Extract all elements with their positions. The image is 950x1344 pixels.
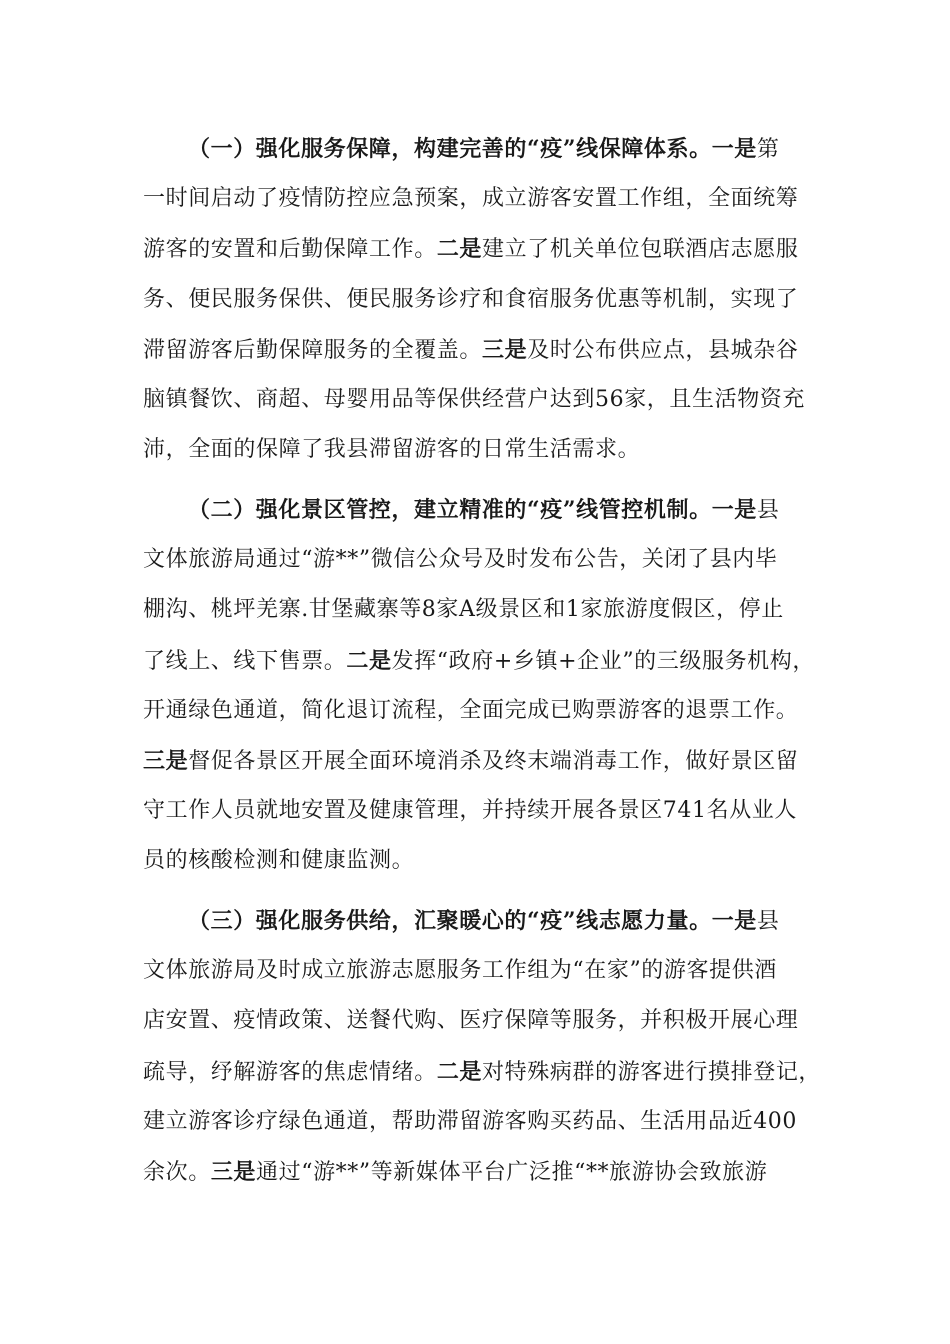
text-run: 疏导，纾解游客的焦虑情绪。 <box>143 1060 437 1085</box>
bold-text-run: 二是 <box>436 236 483 262</box>
text-line <box>143 1107 823 1137</box>
text-line <box>143 385 823 415</box>
text-run: 务、便民服务保供、便民服务诊疗和食宿服务优惠等机制，实现了 <box>143 287 799 312</box>
text-run: 通过“游**”等新媒体平台广泛推“**旅游协会致旅游 <box>256 1160 768 1185</box>
bold-text-run: 二是 <box>346 648 392 674</box>
text-line <box>143 846 823 876</box>
text-run: 了线上、线下售票。 <box>143 649 347 674</box>
bold-text-run: （三）强化服务供给，汇聚暖心的“疫”线志愿力量。一是 <box>188 908 757 934</box>
text-run: 棚沟、桃坪羌寨.甘堡藏寨等8家A级景区和1家旅游度假区，停止 <box>143 597 784 622</box>
text-run: 建立游客诊疗绿色通道，帮助滞留游客购买药品、生活用品近400 <box>143 1109 797 1134</box>
text-line <box>143 435 823 465</box>
text-run: 及时公布供应点，县城杂谷 <box>527 338 799 363</box>
text-line <box>143 595 823 625</box>
text-run: 游客的安置和后勤保障工作。 <box>143 237 437 262</box>
text-line <box>143 234 823 264</box>
text-run: 沛，全面的保障了我县滞留游客的日常生活需求。 <box>143 437 641 462</box>
text-run: 开通绿色通道，简化退订流程，全面完成已购票游客的退票工作。 <box>143 698 799 723</box>
text-line <box>143 285 823 315</box>
text-run: 县 <box>756 909 780 934</box>
bold-text-run: 二是 <box>436 1059 483 1085</box>
text-line <box>188 906 823 936</box>
text-run: 员的核酸检测和健康监测。 <box>143 848 415 873</box>
bold-text-run: 三是 <box>210 1159 257 1185</box>
text-run: 文体旅游局及时成立旅游志愿服务工作组为“在家”的游客提供酒 <box>143 958 777 983</box>
text-run: 余次。 <box>143 1160 211 1185</box>
text-line <box>143 956 823 986</box>
text-run: 一时间启动了疫情防控应急预案，成立游客安置工作组，全面统筹 <box>143 186 799 211</box>
bold-text-run: 三是 <box>143 748 189 774</box>
text-line <box>143 1057 823 1087</box>
text-line <box>143 746 823 776</box>
text-line <box>143 696 823 726</box>
text-run: 店安置、疫情政策、送餐代购、医疗保障等服务，并积极开展心理 <box>143 1008 799 1033</box>
text-run: 督促各景区开展全面环境消杀及终末端消毒工作，做好景区留 <box>188 749 799 774</box>
text-line <box>188 134 823 164</box>
text-line <box>143 646 823 676</box>
text-line <box>143 335 823 365</box>
text-line <box>143 1006 823 1036</box>
text-run: 脑镇餐饮、商超、母婴用品等保供经营户达到56家，且生活物资充 <box>143 387 805 412</box>
bold-text-run: 三是 <box>482 337 528 363</box>
text-run: 文体旅游局通过“游**”微信公众号及时发布公告，关闭了县内毕 <box>143 547 778 572</box>
text-line <box>143 184 823 214</box>
text-run: 守工作人员就地安置及健康管理，并持续开展各景区741名从业人 <box>143 798 797 823</box>
text-run: 第 <box>756 137 780 162</box>
bold-text-run: （二）强化景区管控，建立精准的“疫”线管控机制。一是 <box>188 497 757 523</box>
text-run: 发挥“政府+乡镇+企业”的三级服务机构， <box>391 649 815 674</box>
text-line <box>143 1157 823 1187</box>
text-line <box>143 545 823 575</box>
text-line <box>143 796 823 826</box>
text-run: 建立了机关单位包联酒店志愿服 <box>482 237 799 262</box>
text-run: 滞留游客后勤保障服务的全覆盖。 <box>143 338 483 363</box>
text-run: 县 <box>756 498 780 523</box>
bold-text-run: （一）强化服务保障，构建完善的“疫”线保障体系。一是 <box>188 136 757 162</box>
text-run: 对特殊病群的游客进行摸排登记， <box>482 1060 822 1085</box>
text-line <box>188 495 823 525</box>
